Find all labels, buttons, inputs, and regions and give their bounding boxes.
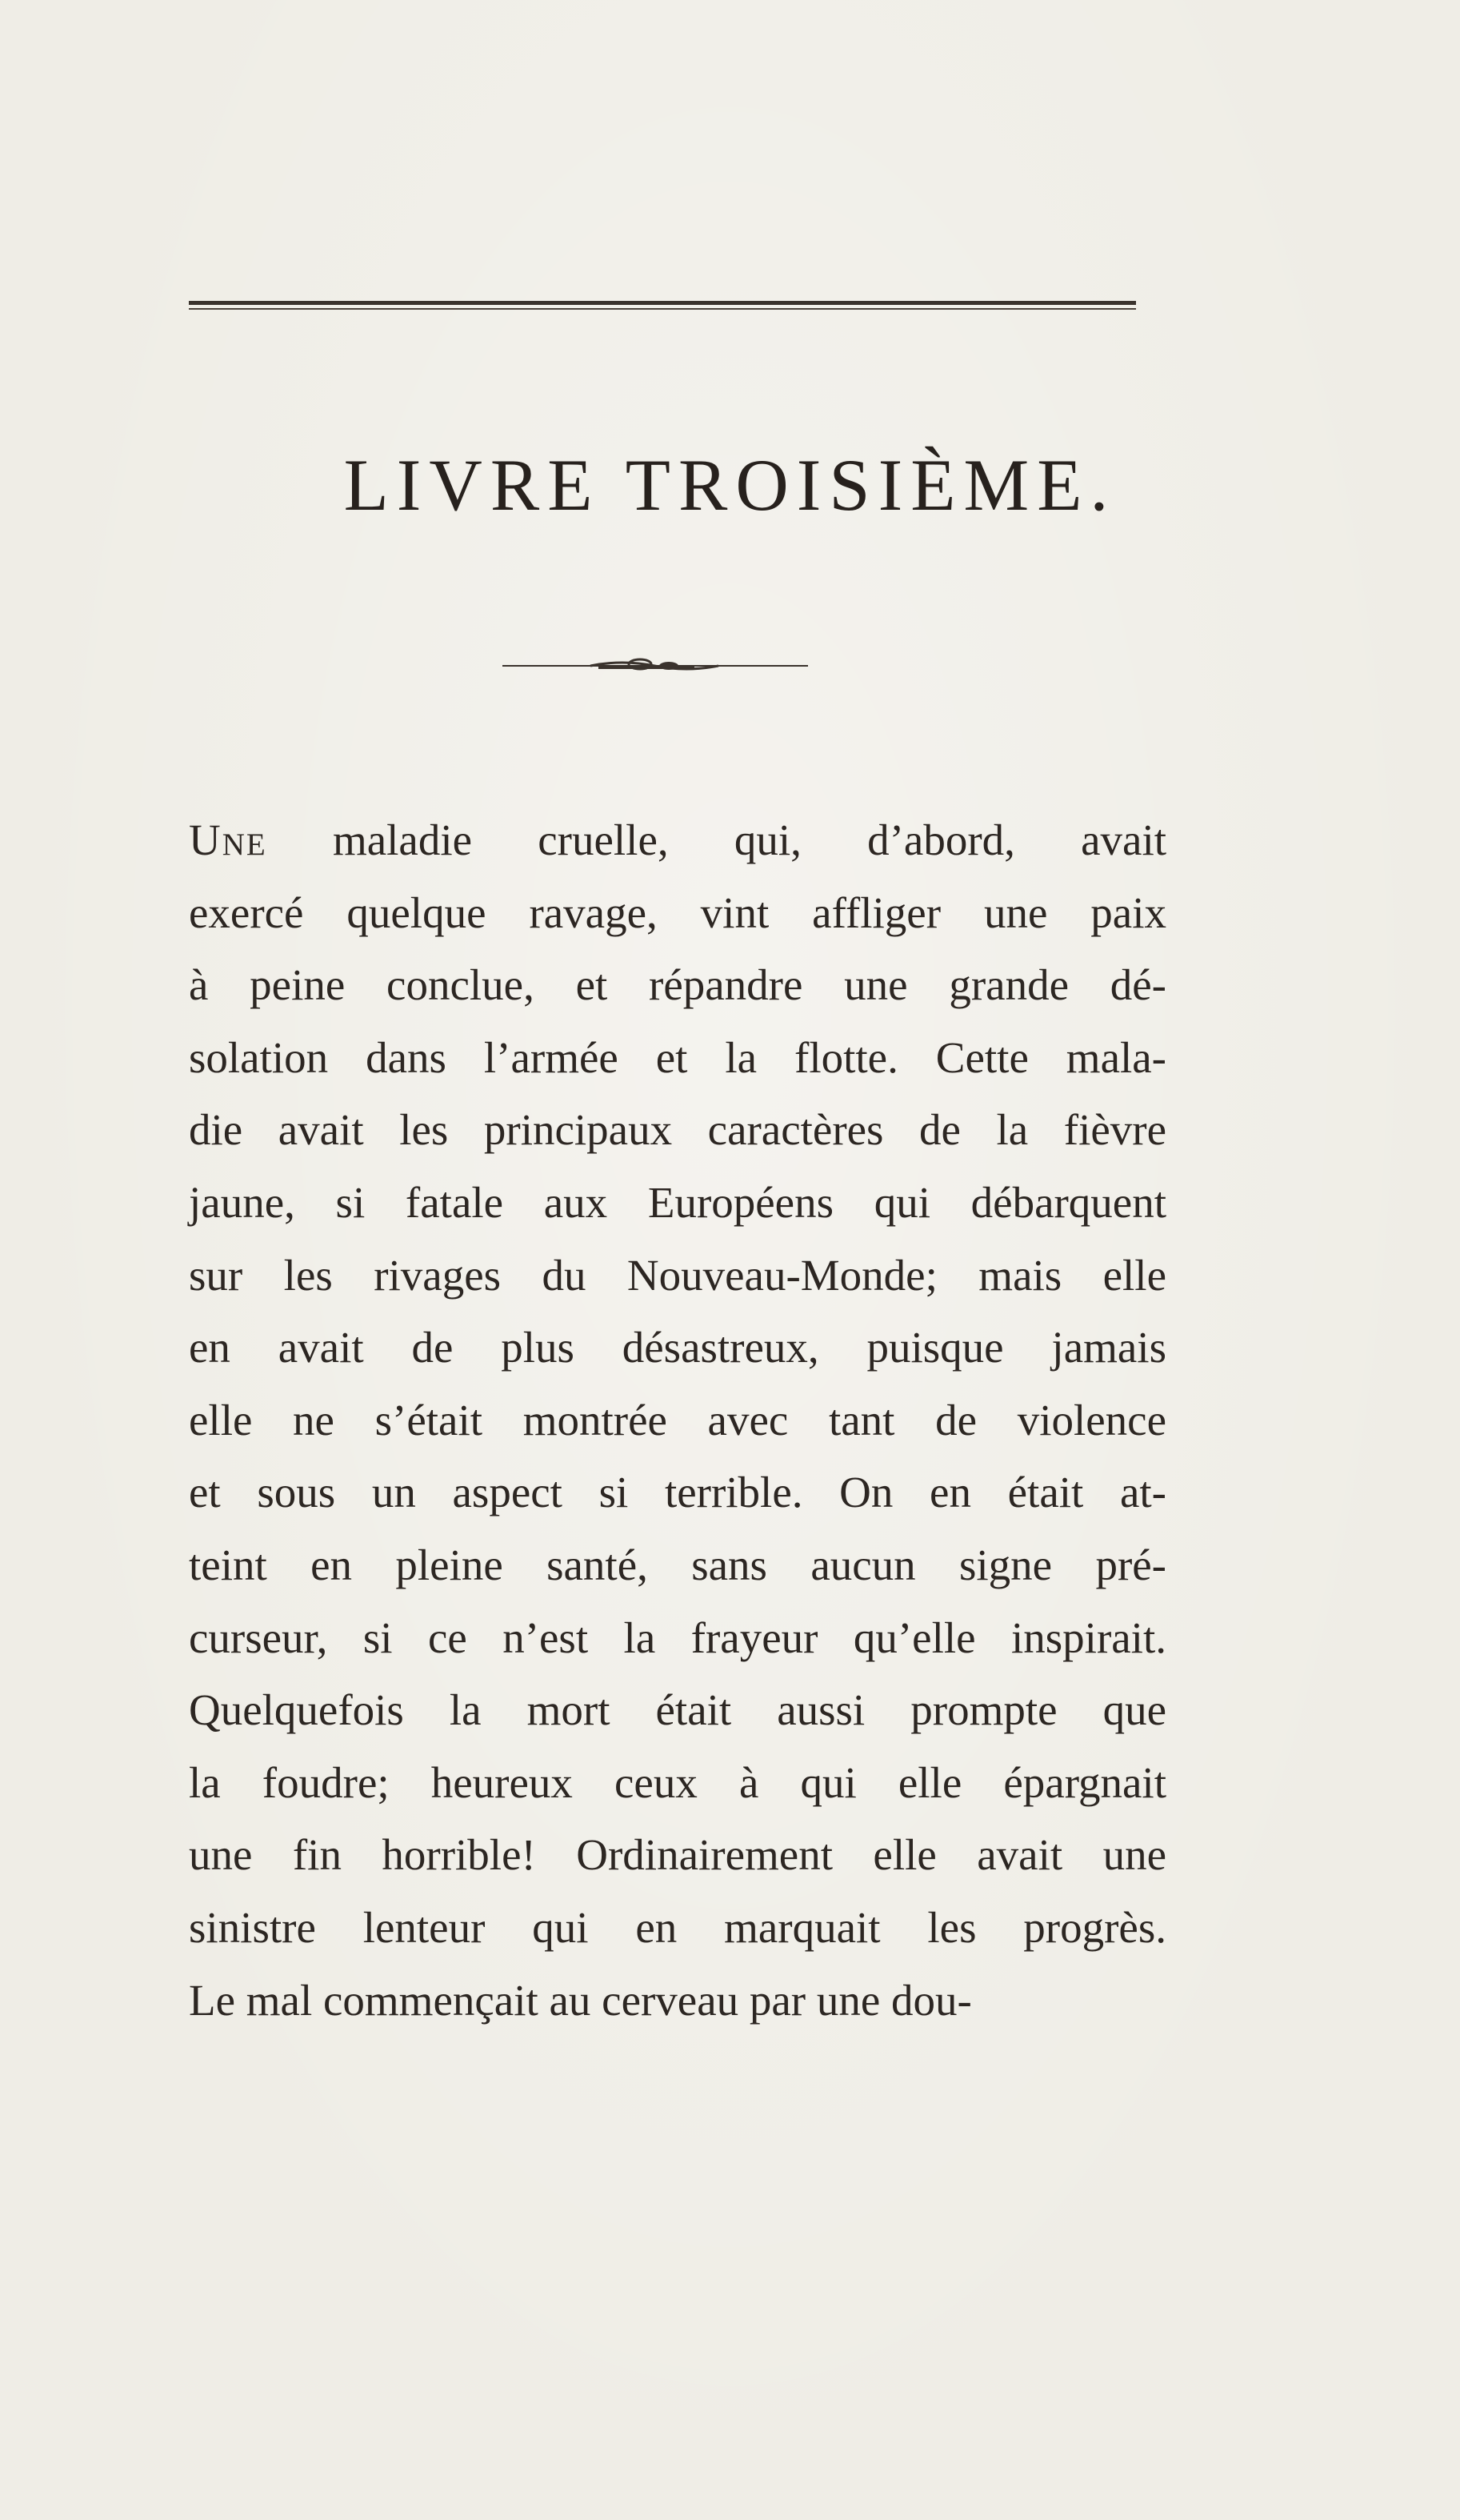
text-line: et sous un aspect si terrible. On en était at- — [189, 1468, 1166, 1517]
double-rule-thin — [189, 308, 1136, 310]
text-line: die avait les principaux caractères de la fièvre — [189, 1105, 1166, 1155]
drop-word: Une — [189, 815, 267, 864]
text-line — [189, 804, 1166, 877]
text-line: une fin horrible! Ordinairement elle avait une — [189, 1830, 1166, 1880]
text-line: Le mal commençait au cerveau par une dou- — [189, 1975, 972, 2025]
text-line: elle ne s’était montrée avec tant de violence — [189, 1395, 1166, 1444]
first-line-rest: maladie cruelle, qui, d’abord, avait — [332, 815, 1167, 864]
text-line: solation dans l’armée et la flotte. Cette mala- — [189, 1032, 1166, 1082]
text-line: jaune, si fatale aux Européens qui débarquent — [189, 1177, 1166, 1227]
text-line: exercé quelque ravage, vint affliger une paix — [189, 887, 1166, 937]
text-line: sinistre lenteur qui en marquait les progrès. — [189, 1902, 1166, 1952]
text-line: la foudre; heureux ceux à qui elle épargnait — [189, 1757, 1166, 1807]
chapter-title: LIVRE TROISIÈME. — [343, 444, 1117, 526]
text-line: à peine conclue, et répandre une grande dé- — [189, 960, 1166, 1010]
ornamental-divider-icon — [502, 655, 808, 674]
text-line: curseur, si ce n’est la frayeur qu’elle inspirait. — [189, 1613, 1166, 1662]
double-rule-thick — [189, 301, 1136, 305]
double-rule — [189, 301, 1136, 310]
text-line: teint en pleine santé, sans aucun signe pré- — [189, 1540, 1166, 1589]
body-text — [189, 804, 1166, 2037]
text-line: Quelquefois la mort était aussi prompte que — [189, 1685, 1166, 1735]
text-line: en avait de plus désastreux, puisque jamais — [189, 1323, 1166, 1372]
text-line: sur les rivages du Nouveau-Monde; mais elle — [189, 1250, 1166, 1300]
